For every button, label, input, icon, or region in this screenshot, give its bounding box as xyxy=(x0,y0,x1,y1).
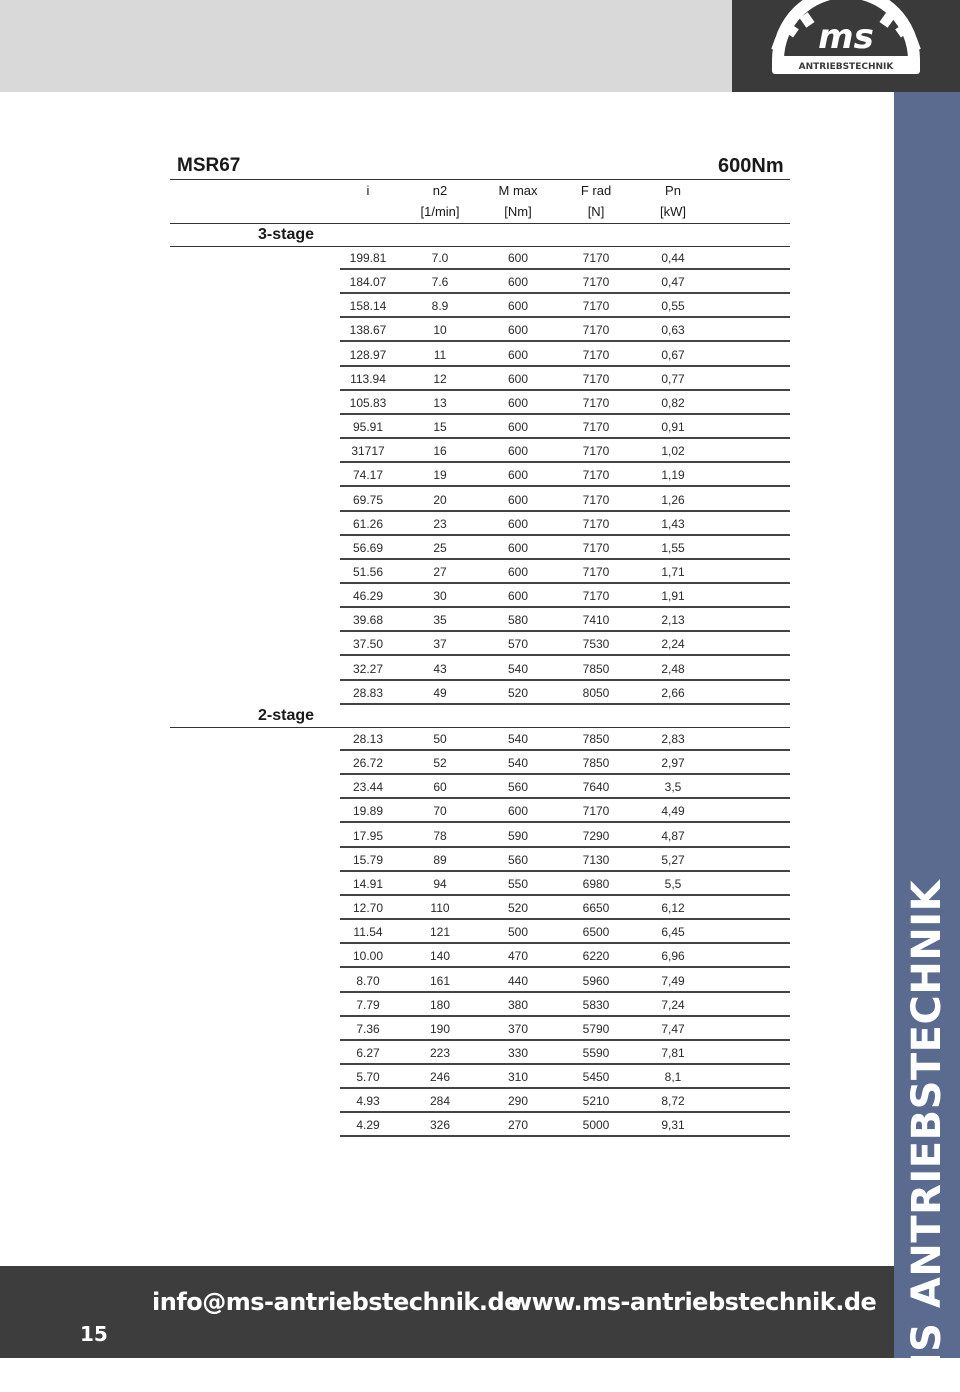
table-row xyxy=(0,780,894,804)
cell-i: 113.94 xyxy=(350,371,386,386)
cell-pn: 0,77 xyxy=(661,371,685,386)
cell-i: 7.79 xyxy=(356,997,380,1012)
table-row xyxy=(0,1094,894,1118)
cell-m-max: 600 xyxy=(507,420,529,435)
cell-pn: 2,83 xyxy=(661,732,685,746)
brand-logo xyxy=(732,0,960,92)
row-divider xyxy=(340,582,790,584)
cell-pn: 4,87 xyxy=(661,828,685,843)
cell-m-max: 600 xyxy=(507,564,529,579)
table-row xyxy=(0,251,894,275)
row-divider xyxy=(340,1039,790,1041)
row-divider xyxy=(340,340,790,342)
cell-m-max: 540 xyxy=(507,661,529,676)
row-divider xyxy=(340,654,790,656)
row-divider xyxy=(340,437,790,439)
cell-pn: 0,55 xyxy=(661,299,685,314)
group-label-2-stage: 2-stage xyxy=(258,707,315,724)
col-unit-n2: [1/min] xyxy=(420,204,460,219)
cell-i: 28.13 xyxy=(352,732,384,746)
footer-email[interactable]: info@ms-antriebstechnik.de xyxy=(152,1288,520,1316)
cell-n2: 8.9 xyxy=(431,299,449,314)
cell-i: 95.91 xyxy=(352,420,384,435)
cell-i: 37.50 xyxy=(352,637,384,652)
table-row xyxy=(0,468,894,492)
cell-n2: 30 xyxy=(433,589,447,604)
cell-pn: 0,44 xyxy=(661,251,685,265)
cell-i: 6.27 xyxy=(356,1045,380,1060)
cell-f-rad: 7170 xyxy=(582,444,610,459)
cell-i: 32.27 xyxy=(352,661,384,676)
cell-pn: 7,47 xyxy=(661,1021,685,1036)
cell-i: 31717 xyxy=(351,444,385,459)
row-divider xyxy=(340,630,790,632)
cell-f-rad: 5590 xyxy=(582,1045,610,1060)
cell-n2: 23 xyxy=(433,516,447,531)
cell-n2: 89 xyxy=(433,852,447,867)
table-row xyxy=(0,998,894,1022)
cell-pn: 9,31 xyxy=(661,1118,685,1133)
cell-pn: 7,49 xyxy=(661,973,685,988)
table-row xyxy=(0,565,894,589)
cell-f-rad: 7530 xyxy=(582,637,610,652)
cell-f-rad: 7170 xyxy=(582,299,610,314)
row-divider xyxy=(340,797,790,799)
cell-f-rad: 7170 xyxy=(582,589,610,604)
cell-pn: 4,49 xyxy=(661,804,685,819)
cell-pn: 8,1 xyxy=(664,1070,682,1085)
cell-m-max: 580 xyxy=(507,613,529,628)
row-divider xyxy=(340,1087,790,1089)
cell-pn: 5,27 xyxy=(661,852,685,867)
row-divider xyxy=(340,894,790,896)
cell-f-rad: 7170 xyxy=(582,420,610,435)
cell-f-rad: 7850 xyxy=(582,756,610,771)
cell-n2: 180 xyxy=(429,997,451,1012)
cell-m-max: 590 xyxy=(507,828,529,843)
row-divider xyxy=(340,703,790,705)
cell-n2: 110 xyxy=(430,901,450,916)
cell-n2: 190 xyxy=(429,1021,451,1036)
cell-i: 158.14 xyxy=(349,299,387,314)
table-row xyxy=(0,662,894,686)
cell-f-rad: 7170 xyxy=(582,468,610,483)
cell-i: 74.17 xyxy=(352,468,384,483)
cell-n2: 10 xyxy=(433,323,447,338)
cell-pn: 1,19 xyxy=(661,468,685,483)
cell-f-rad: 7410 xyxy=(582,613,610,628)
cell-m-max: 600 xyxy=(507,468,529,483)
cell-pn: 1,55 xyxy=(661,540,685,555)
table-row xyxy=(0,949,894,973)
cell-pn: 2,48 xyxy=(661,661,685,676)
cell-f-rad: 7170 xyxy=(582,540,610,555)
table-row xyxy=(0,1022,894,1046)
cell-i: 199.81 xyxy=(349,251,387,265)
cell-m-max: 600 xyxy=(507,804,529,819)
row-divider xyxy=(340,942,790,944)
cell-n2: 121 xyxy=(429,925,451,940)
cell-m-max: 540 xyxy=(507,756,529,771)
table-row xyxy=(0,372,894,396)
cell-n2: 78 xyxy=(433,828,447,843)
row-divider xyxy=(340,606,790,608)
cell-n2: 13 xyxy=(433,395,447,410)
cell-i: 56.69 xyxy=(352,540,384,555)
row-divider xyxy=(340,679,790,681)
row-divider xyxy=(340,749,790,751)
cell-f-rad: 7170 xyxy=(582,347,610,362)
cell-f-rad: 7850 xyxy=(582,661,610,676)
cell-i: 19.89 xyxy=(352,804,384,819)
row-divider xyxy=(340,870,790,872)
table-row xyxy=(0,589,894,613)
cell-m-max: 470 xyxy=(507,949,529,964)
row-divider xyxy=(340,389,790,391)
table-row xyxy=(0,348,894,372)
cell-f-rad: 5000 xyxy=(582,1118,610,1133)
cell-i: 7.36 xyxy=(356,1021,380,1036)
table-row xyxy=(0,637,894,661)
cell-m-max: 600 xyxy=(507,371,529,386)
logo-initials: ms xyxy=(818,17,874,57)
cell-f-rad: 7170 xyxy=(582,371,610,386)
cell-n2: 25 xyxy=(433,540,447,555)
footer-website[interactable]: www.ms-antriebstechnik.de xyxy=(510,1288,877,1316)
cell-m-max: 600 xyxy=(507,251,529,265)
table-row xyxy=(0,853,894,877)
table-row xyxy=(0,493,894,517)
group-rule-2-stage xyxy=(170,727,790,728)
cell-f-rad: 8050 xyxy=(582,685,610,700)
table-row xyxy=(0,275,894,299)
table-row xyxy=(0,541,894,565)
cell-m-max: 560 xyxy=(507,780,529,795)
cell-pn: 7,24 xyxy=(661,997,685,1012)
cell-f-rad: 5210 xyxy=(582,1094,610,1109)
table-row xyxy=(0,756,894,780)
cell-m-max: 560 xyxy=(507,852,529,867)
cell-m-max: 600 xyxy=(507,323,529,338)
cell-f-rad: 5790 xyxy=(582,1021,610,1036)
cell-i: 23.44 xyxy=(352,780,384,795)
row-divider xyxy=(340,485,790,487)
col-unit-frad: [N] xyxy=(587,204,605,219)
cell-m-max: 600 xyxy=(507,589,529,604)
cell-m-max: 600 xyxy=(507,395,529,410)
cell-m-max: 600 xyxy=(507,492,529,507)
page-number: 15 xyxy=(80,1322,108,1346)
cell-m-max: 600 xyxy=(507,299,529,314)
cell-f-rad: 7170 xyxy=(582,323,610,338)
cell-m-max: 330 xyxy=(507,1045,529,1060)
group-label-3-stage: 3-stage xyxy=(258,226,315,243)
row-divider xyxy=(340,558,790,560)
cell-m-max: 440 xyxy=(507,973,529,988)
cell-n2: 70 xyxy=(433,804,447,819)
table-row xyxy=(0,732,894,756)
cell-pn: 1,26 xyxy=(661,492,685,507)
cell-f-rad: 7170 xyxy=(582,275,610,290)
cell-pn: 6,45 xyxy=(661,925,685,940)
cell-f-rad: 6650 xyxy=(582,901,610,916)
row-divider xyxy=(340,413,790,415)
cell-pn: 2,24 xyxy=(661,637,685,652)
row-divider xyxy=(340,1063,790,1065)
col-unit-pn: [kW] xyxy=(660,204,686,219)
cell-pn: 7,81 xyxy=(661,1045,685,1060)
cell-pn: 0,82 xyxy=(661,395,685,410)
row-divider xyxy=(340,292,790,294)
cell-m-max: 290 xyxy=(507,1094,529,1109)
cell-pn: 2,13 xyxy=(661,613,685,628)
cell-n2: 43 xyxy=(433,661,447,676)
row-divider xyxy=(340,966,790,968)
cell-f-rad: 7290 xyxy=(582,828,610,843)
cell-i: 28.83 xyxy=(352,685,384,700)
cell-m-max: 600 xyxy=(507,444,529,459)
cell-pn: 1,43 xyxy=(661,516,685,531)
cell-n2: 50 xyxy=(433,732,447,746)
row-divider xyxy=(340,1015,790,1017)
cell-i: 4.29 xyxy=(356,1118,380,1133)
cell-f-rad: 7850 xyxy=(582,732,610,746)
table-row xyxy=(0,877,894,901)
cell-pn: 8,72 xyxy=(661,1094,685,1109)
cell-f-rad: 6980 xyxy=(582,876,610,891)
side-brand-text: MS ANTRIEBSTECHNIK xyxy=(904,879,950,1392)
cell-f-rad: 6220 xyxy=(582,949,610,964)
cell-f-rad: 7170 xyxy=(582,804,610,819)
cell-i: 128.97 xyxy=(349,347,387,362)
cell-pn: 2,97 xyxy=(661,756,685,771)
row-divider xyxy=(340,316,790,318)
cell-n2: 60 xyxy=(433,780,447,795)
cell-pn: 1,91 xyxy=(661,589,685,604)
cell-n2: 52 xyxy=(433,756,447,771)
cell-i: 15.79 xyxy=(352,852,384,867)
cell-n2: 223 xyxy=(429,1045,451,1060)
page-title: MSR67 xyxy=(177,155,241,176)
table-row xyxy=(0,1118,894,1142)
cell-i: 138.67 xyxy=(349,323,387,338)
torque-rating: 600Nm xyxy=(718,155,784,177)
cell-i: 46.29 xyxy=(352,589,384,604)
cell-m-max: 550 xyxy=(507,876,529,891)
cell-n2: 7.0 xyxy=(431,251,449,265)
table-row xyxy=(0,444,894,468)
row-divider xyxy=(340,918,790,920)
cell-n2: 326 xyxy=(429,1118,451,1133)
cell-f-rad: 7170 xyxy=(582,251,610,265)
cell-f-rad: 7170 xyxy=(582,564,610,579)
cell-m-max: 500 xyxy=(507,925,529,940)
cell-m-max: 600 xyxy=(507,516,529,531)
cell-i: 12.70 xyxy=(352,901,384,916)
cell-m-max: 310 xyxy=(507,1070,529,1085)
col-header-mmax: M max xyxy=(498,183,538,198)
table-row xyxy=(0,396,894,420)
cell-i: 61.26 xyxy=(352,516,384,531)
col-header-pn: Pn xyxy=(665,183,681,198)
cell-f-rad: 7640 xyxy=(582,780,610,795)
cell-i: 10.00 xyxy=(352,949,384,964)
cell-n2: 161 xyxy=(429,973,451,988)
col-header-n2: n2 xyxy=(432,183,448,198)
cell-n2: 246 xyxy=(429,1070,451,1085)
cell-m-max: 380 xyxy=(507,997,529,1012)
logo-gear-icon xyxy=(732,0,960,92)
cell-m-max: 520 xyxy=(507,685,529,700)
cell-i: 184.07 xyxy=(349,275,387,290)
cell-n2: 37 xyxy=(433,637,447,652)
row-divider xyxy=(340,365,790,367)
cell-i: 14.91 xyxy=(352,876,384,891)
row-divider xyxy=(340,461,790,463)
cell-pn: 3,5 xyxy=(664,780,682,795)
cell-m-max: 270 xyxy=(507,1118,529,1133)
table-row xyxy=(0,901,894,925)
cell-i: 8.70 xyxy=(356,973,380,988)
table-row xyxy=(0,804,894,828)
cell-i: 4.93 xyxy=(356,1094,380,1109)
cell-i: 105.83 xyxy=(349,395,387,410)
cell-i: 39.68 xyxy=(352,613,384,628)
cell-n2: 11 xyxy=(433,347,447,362)
cell-n2: 7.6 xyxy=(431,275,449,290)
table-row xyxy=(0,829,894,853)
cell-n2: 19 xyxy=(433,468,447,483)
table-row xyxy=(0,613,894,637)
cell-pn: 6,12 xyxy=(661,901,685,916)
cell-n2: 12 xyxy=(433,371,447,386)
cell-i: 26.72 xyxy=(352,756,384,771)
table-row xyxy=(0,517,894,541)
cell-n2: 20 xyxy=(433,492,447,507)
cell-i: 17.95 xyxy=(352,828,384,843)
header-rule xyxy=(170,223,790,224)
row-divider xyxy=(340,1135,790,1137)
table-row xyxy=(0,1070,894,1094)
table-row xyxy=(0,323,894,347)
cell-f-rad: 7170 xyxy=(582,492,610,507)
cell-n2: 35 xyxy=(433,613,447,628)
row-divider xyxy=(340,268,790,270)
cell-pn: 2,66 xyxy=(661,685,685,700)
table-row xyxy=(0,1046,894,1070)
logo-subtitle: ANTRIEBSTECHNIK xyxy=(798,62,894,72)
row-divider xyxy=(340,773,790,775)
table-row xyxy=(0,925,894,949)
col-unit-mmax: [Nm] xyxy=(504,204,532,219)
row-divider xyxy=(340,534,790,536)
row-divider xyxy=(340,991,790,993)
cell-n2: 140 xyxy=(429,949,451,964)
cell-pn: 5,5 xyxy=(664,876,682,891)
row-divider xyxy=(340,821,790,823)
cell-pn: 6,96 xyxy=(661,949,685,964)
table-row xyxy=(0,974,894,998)
row-divider xyxy=(340,510,790,512)
col-header-frad: F rad xyxy=(580,183,612,198)
cell-n2: 16 xyxy=(433,444,447,459)
row-divider xyxy=(340,846,790,848)
cell-pn: 0,91 xyxy=(661,420,685,435)
col-header-i: i xyxy=(366,183,370,198)
cell-pn: 0,67 xyxy=(661,347,685,362)
cell-m-max: 520 xyxy=(507,901,529,916)
cell-f-rad: 7170 xyxy=(582,395,610,410)
cell-m-max: 540 xyxy=(507,732,529,746)
cell-f-rad: 5450 xyxy=(582,1070,610,1085)
cell-f-rad: 7170 xyxy=(582,516,610,531)
cell-n2: 94 xyxy=(433,876,447,891)
cell-n2: 284 xyxy=(429,1094,451,1109)
cell-n2: 49 xyxy=(433,685,447,700)
group-rule-3-stage xyxy=(170,246,790,247)
cell-m-max: 570 xyxy=(507,637,529,652)
cell-m-max: 600 xyxy=(507,347,529,362)
cell-n2: 27 xyxy=(433,564,447,579)
cell-pn: 1,71 xyxy=(661,564,685,579)
cell-i: 11.54 xyxy=(353,925,383,940)
table-row xyxy=(0,299,894,323)
cell-m-max: 370 xyxy=(507,1021,529,1036)
cell-f-rad: 5960 xyxy=(582,973,610,988)
cell-m-max: 600 xyxy=(507,540,529,555)
table-row xyxy=(0,686,894,710)
cell-m-max: 600 xyxy=(507,275,529,290)
cell-f-rad: 6500 xyxy=(582,925,610,940)
cell-i: 5.70 xyxy=(356,1070,380,1085)
row-divider xyxy=(340,1111,790,1113)
cell-pn: 1,02 xyxy=(661,444,685,459)
cell-f-rad: 5830 xyxy=(582,997,610,1012)
cell-pn: 0,63 xyxy=(661,323,685,338)
cell-pn: 0,47 xyxy=(661,275,685,290)
cell-f-rad: 7130 xyxy=(582,852,610,867)
table-row xyxy=(0,420,894,444)
cell-i: 51.56 xyxy=(352,564,384,579)
cell-n2: 15 xyxy=(433,420,447,435)
cell-i: 69.75 xyxy=(352,492,384,507)
title-rule xyxy=(170,179,790,180)
